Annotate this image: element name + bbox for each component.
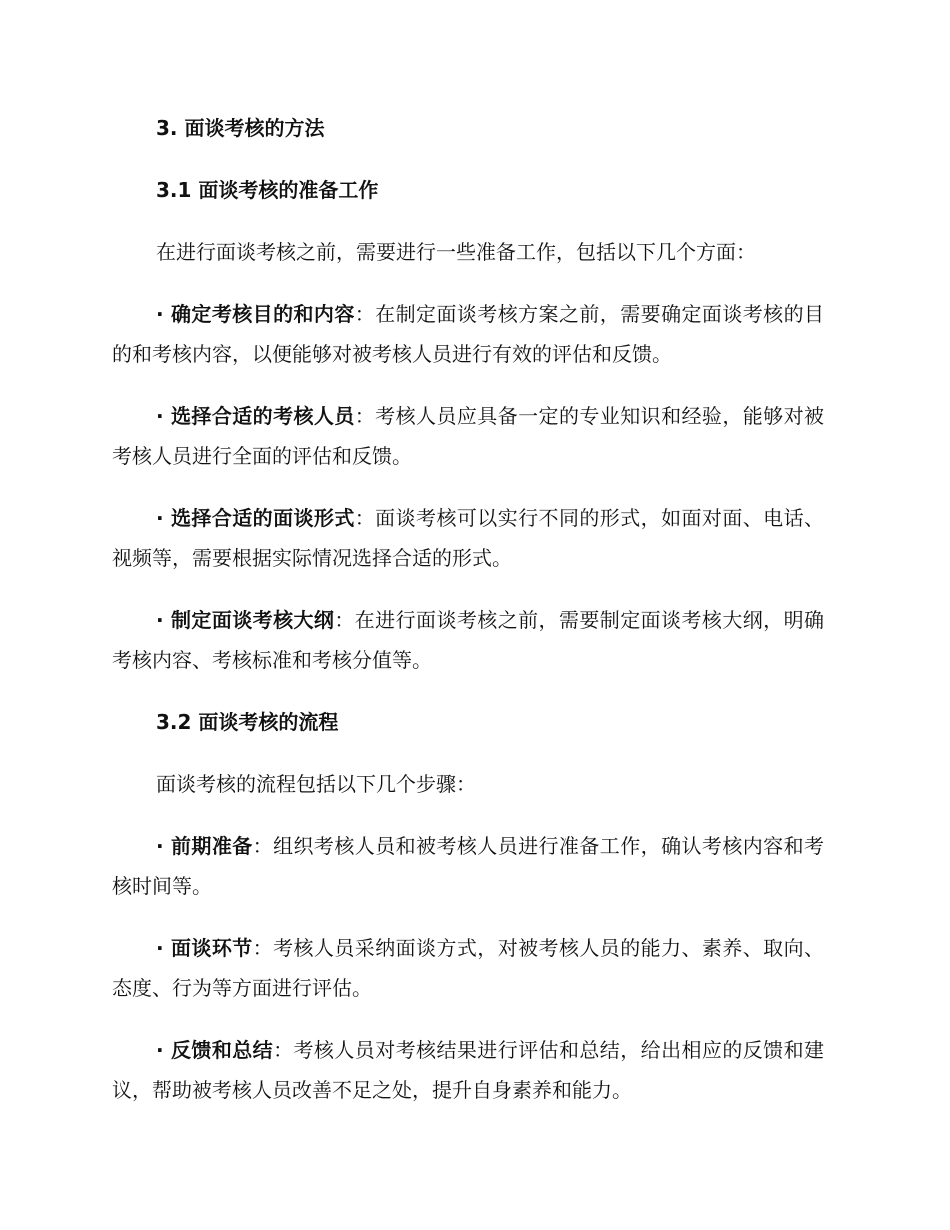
prep-item-lead: · 选择合适的考核人员: [156, 404, 355, 428]
prep-item-personnel: [112, 396, 824, 476]
process-item-lead: · 反馈和总结: [156, 1038, 274, 1062]
process-item-text: ：考核人员对考核结果进行评估和总结，给出相应的反馈和建议，帮助被考核人员改善不足之处，提升自身素养和能力。: [112, 1038, 825, 1102]
prep-item-text: ：面谈考核可以实行不同的形式，如面对面、电话、视频等，需要根据实际情况选择合适的形式。: [112, 506, 825, 570]
prep-item-format: [112, 498, 824, 578]
prep-item-text: ：考核人员应具备一定的专业知识和经验，能够对被考核人员进行全面的评估和反馈。: [112, 404, 825, 468]
process-item-preparation: [112, 826, 824, 906]
prep-item-lead: · 选择合适的面谈形式: [156, 506, 355, 530]
subsection-heading-process: 3.2 面谈考核的流程: [156, 710, 339, 734]
prep-intro: 在进行面谈考核之前，需要进行一些准备工作，包括以下几个方面：: [156, 240, 756, 264]
prep-item-text: ：在进行面谈考核之前，需要制定面谈考核大纲，明确考核内容、考核标准和考核分值等。: [112, 608, 825, 672]
prep-item-lead: · 确定考核目的和内容: [156, 302, 355, 326]
prep-item-purpose: [112, 294, 824, 374]
document-page: [112, 108, 824, 1132]
process-intro: 面谈考核的流程包括以下几个步骤：: [156, 772, 476, 796]
prep-item-text: ：在制定面谈考核方案之前，需要确定面谈考核的目的和考核内容，以便能够对被考核人员进行有效的评估和反馈。: [112, 302, 825, 366]
process-item-feedback: [112, 1030, 824, 1110]
prep-item-lead: · 制定面谈考核大纲: [156, 608, 335, 632]
section-heading: 3. 面谈考核的方法: [156, 116, 325, 140]
process-item-text: ：组织考核人员和被考核人员进行准备工作，确认考核内容和考核时间等。: [112, 834, 825, 898]
process-item-interview: [112, 928, 824, 1008]
process-item-lead: · 面谈环节: [156, 936, 253, 960]
prep-item-outline: [112, 600, 824, 680]
process-item-text: ：考核人员采纳面谈方式，对被考核人员的能力、素养、取向、态度、行为等方面进行评估。: [112, 936, 825, 1000]
subsection-heading-prep: 3.1 面谈考核的准备工作: [156, 178, 379, 202]
process-item-lead: · 前期准备: [156, 834, 253, 858]
